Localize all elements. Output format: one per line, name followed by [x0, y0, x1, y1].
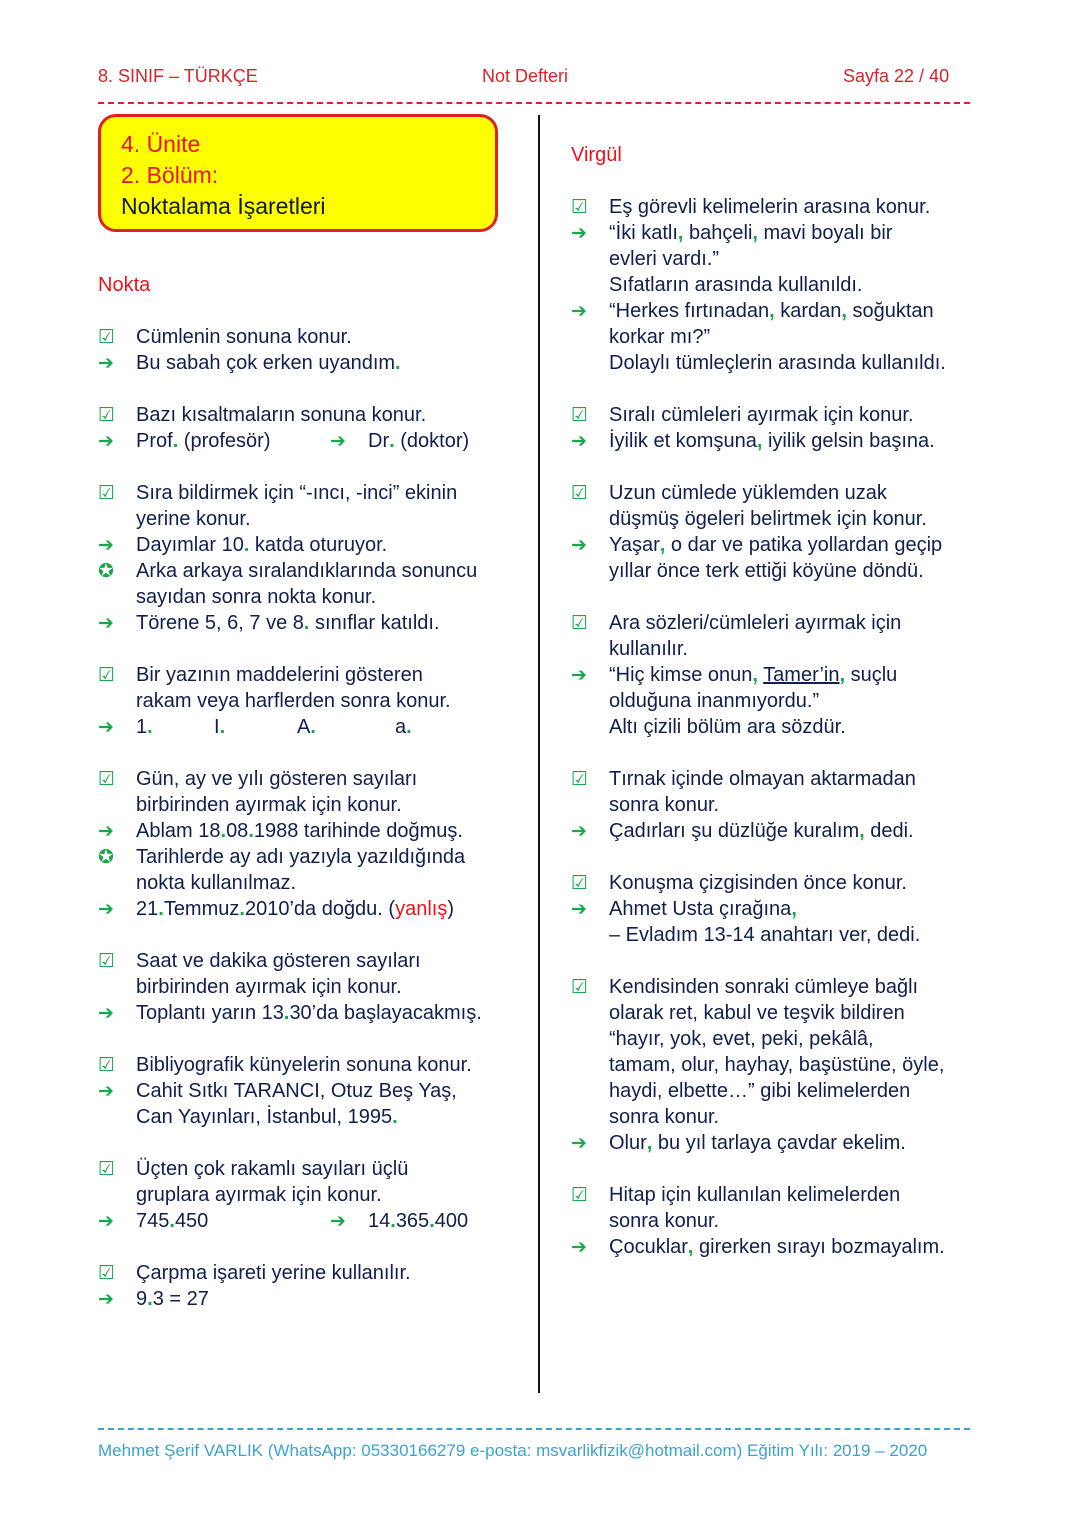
section-label: 2. Bölüm:	[121, 162, 219, 188]
header-page-number: Sayfa 22 / 40	[843, 66, 950, 86]
unit-title-box	[98, 114, 498, 232]
text-segment: – Evladım 13-14 anahtarı ver, dedi.	[609, 924, 921, 946]
text-segment: 9	[136, 1288, 148, 1310]
list-marker-example	[395, 714, 455, 740]
text-segment: 450	[174, 1210, 209, 1232]
example-line	[98, 818, 528, 844]
checkbox-icon: ☑	[98, 664, 116, 686]
arrow-right-icon: ➔	[571, 820, 587, 842]
arrow-right-icon: ➔	[571, 898, 587, 920]
continuation-line	[98, 1182, 528, 1208]
continuation-line	[571, 792, 1001, 818]
text-segment: birbirinden ayırmak için konur.	[136, 976, 402, 998]
text-segment: Cümlenin sonuna konur.	[136, 326, 352, 348]
text-segment: 745	[136, 1210, 170, 1232]
text-segment: Çocuklar	[609, 1236, 688, 1258]
continuation-line	[98, 584, 528, 610]
unit-label: 4. Ünite	[121, 131, 201, 157]
text-segment: Ahmet Usta çırağına	[609, 898, 792, 920]
arrow-right-icon: ➔	[98, 1288, 114, 1310]
rule-line	[98, 1156, 528, 1182]
continuation-line	[571, 324, 1001, 350]
note-line	[98, 558, 528, 584]
continuation-line	[571, 1078, 1001, 1104]
text-segment: Üçten çok rakamlı sayıları üçlü	[136, 1158, 409, 1180]
column-divider	[538, 115, 540, 1393]
rule-line	[571, 974, 1001, 1000]
text-segment: Dayımlar 10	[136, 534, 244, 556]
spacer	[98, 1234, 528, 1260]
text-segment: 21	[136, 898, 159, 920]
checkbox-icon: ☑	[98, 1054, 116, 1076]
punctuation-mark: ,	[756, 430, 763, 452]
continuation-line	[571, 714, 1001, 740]
continuation-line	[98, 1104, 528, 1130]
checkbox-icon: ☑	[571, 1184, 589, 1206]
text-segment: 1	[136, 716, 148, 738]
text-segment: sonra konur.	[609, 1106, 720, 1128]
text-segment: Bazı kısaltmaların sonuna konur.	[136, 404, 427, 426]
arrow-right-icon: ➔	[98, 1002, 114, 1024]
spacer	[98, 922, 528, 948]
text-segment: bu yıl tarlaya çavdar ekelim.	[652, 1132, 906, 1154]
punctuation-mark: .	[310, 716, 316, 738]
header-title: Not Defteri	[482, 66, 569, 86]
arrow-right-icon: ➔	[330, 430, 346, 452]
example-line	[571, 1234, 1001, 1260]
spacer	[571, 584, 1001, 610]
text-segment: 3 = 27	[152, 1288, 209, 1310]
star-icon: ✪	[98, 560, 114, 582]
text-segment: Prof	[136, 430, 173, 452]
text-segment: Arka arkaya sıralandıklarında sonuncu	[136, 560, 478, 582]
text-segment: 400	[434, 1210, 469, 1232]
text-segment: Tırnak içinde olmayan aktarmadan	[609, 768, 916, 790]
list-marker-example	[214, 714, 297, 740]
example-line	[98, 350, 528, 376]
text-segment: korkar mı?”	[609, 326, 711, 348]
text-segment: İyilik et komşuna	[609, 430, 757, 452]
arrow-right-icon: ➔	[571, 534, 587, 556]
text-segment: 2010’da doğdu. (	[244, 898, 396, 920]
text-segment: (profesör)	[178, 430, 271, 452]
text-segment: nokta kullanılmaz.	[136, 872, 297, 894]
note-line	[98, 844, 528, 870]
spacer	[571, 948, 1001, 974]
punctuation-mark: .	[239, 898, 245, 920]
punctuation-mark: .	[395, 352, 401, 374]
arrow-right-icon: ➔	[571, 1132, 587, 1154]
example-line	[571, 818, 1001, 844]
text-segment: (doktor)	[394, 430, 470, 452]
punctuation-mark: ,	[791, 898, 797, 920]
continuation-line	[98, 792, 528, 818]
spacer	[98, 454, 528, 480]
checkbox-icon: ☑	[98, 768, 116, 790]
punctuation-mark: ,	[677, 222, 684, 244]
checkbox-icon: ☑	[571, 976, 589, 998]
text-segment: Temmuz	[163, 898, 240, 920]
spacer	[98, 1130, 528, 1156]
text-segment: gruplara ayırmak için konur.	[136, 1184, 382, 1206]
text-segment: Konuşma çizgisinden önce konur.	[609, 872, 907, 894]
text-segment: katda oturuyor.	[249, 534, 388, 556]
arrow-right-icon: ➔	[571, 1236, 587, 1258]
text-segment: kardan	[774, 300, 842, 322]
example-line	[98, 428, 528, 454]
text-segment: 14	[368, 1210, 391, 1232]
text-segment: Tarihlerde ay adı yazıyla yazıldığında	[136, 846, 466, 868]
example-line	[98, 1286, 528, 1312]
text-segment: sayıdan sonra nokta konur.	[136, 586, 377, 608]
text-segment: Cahit Sıtkı TARANCI, Otuz Beş Yaş,	[136, 1080, 457, 1102]
punctuation-mark: .	[147, 1288, 153, 1310]
text-segment: Hitap için kullanılan kelimelerden	[609, 1184, 901, 1206]
text-segment: Sıra bildirmek için “-ıncı, -inci” ekinin	[136, 482, 458, 504]
text-segment: Çarpma işareti yerine kullanılır.	[136, 1262, 411, 1284]
text-segment: Ara sözleri/cümleleri ayırmak için	[609, 612, 902, 634]
continuation-line	[98, 506, 528, 532]
text-segment: Dr	[368, 430, 390, 452]
example-line	[571, 662, 1001, 688]
list-marker-example	[136, 714, 214, 740]
continuation-line	[571, 1104, 1001, 1130]
continuation-line	[571, 1026, 1001, 1052]
text-segment: dedi.	[864, 820, 914, 842]
punctuation-mark: ,	[687, 1236, 694, 1258]
footer-divider	[98, 1428, 970, 1430]
rule-line	[98, 948, 528, 974]
spacer	[571, 454, 1001, 480]
text-segment: Gün, ay ve yılı gösteren sayıları	[136, 768, 418, 790]
rule-line	[571, 402, 1001, 428]
continuation-line	[98, 688, 528, 714]
example-line	[98, 1078, 528, 1104]
punctuation-mark: .	[283, 1002, 290, 1024]
text-segment: Toplantı yarın 13	[136, 1002, 284, 1024]
text-segment: tamam, olur, hayhay, başüstüne, öyle,	[609, 1054, 945, 1076]
continuation-line	[98, 974, 528, 1000]
rule-line	[98, 1260, 528, 1286]
punctuation-mark: .	[389, 430, 395, 452]
arrow-right-icon: ➔	[98, 352, 114, 374]
text-segment: haydi, elbette…” gibi kelimelerden	[609, 1080, 911, 1102]
text-segment: Bir yazının maddelerini gösteren	[136, 664, 423, 686]
text-segment: Sıralı cümleleri ayırmak için konur.	[609, 404, 914, 426]
text-segment: Ablam 18	[136, 820, 221, 842]
second-example	[330, 428, 469, 454]
rule-line	[571, 870, 1001, 896]
text-segment: Yaşar	[609, 534, 660, 556]
checkbox-icon: ☑	[571, 612, 589, 634]
second-example	[330, 1208, 468, 1234]
punctuation-mark: ,	[646, 1132, 653, 1154]
text-segment: sınıflar katıldı.	[309, 612, 440, 634]
arrow-right-icon: ➔	[571, 430, 587, 452]
arrow-right-icon: ➔	[98, 534, 114, 556]
continuation-line	[571, 1052, 1001, 1078]
arrow-right-icon: ➔	[571, 300, 587, 322]
spacer	[571, 376, 1001, 402]
rule-line	[571, 194, 1001, 220]
text-segment: bahçeli	[683, 222, 753, 244]
arrow-right-icon: ➔	[98, 612, 114, 634]
rule-line	[571, 610, 1001, 636]
punctuation-mark: .	[220, 820, 227, 842]
arrow-right-icon: ➔	[98, 716, 114, 738]
text-segment: kullanılır.	[609, 638, 688, 660]
text-segment: yıllar önce terk ettiği köyüne döndü.	[609, 560, 924, 582]
example-line	[98, 1208, 528, 1234]
header-course: 8. SINIF – TÜRKÇE	[98, 66, 258, 86]
example-line	[98, 896, 528, 922]
punctuation-mark: ,	[841, 300, 847, 322]
text-segment: evleri vardı.”	[609, 248, 720, 270]
text-segment: Uzun cümlede yüklemden uzak	[609, 482, 887, 504]
punctuation-mark: ,	[659, 534, 666, 556]
example-line	[571, 428, 1001, 454]
text-segment: “Herkes fırtınadan	[609, 300, 770, 322]
punctuation-mark: .	[172, 430, 179, 452]
text-segment: sonra konur.	[609, 794, 720, 816]
punctuation-mark: .	[158, 898, 164, 920]
text-segment: A	[297, 716, 311, 738]
rule-line	[98, 662, 528, 688]
rule-line	[98, 766, 528, 792]
spacer	[571, 844, 1001, 870]
checkbox-icon: ☑	[571, 872, 589, 894]
rule-line	[98, 1052, 528, 1078]
punctuation-mark: .	[219, 716, 226, 738]
virgul-rules-column	[571, 194, 1001, 1260]
text-segment: olduğuna inanmıyordu.”	[609, 690, 820, 712]
text-segment: birbirinden ayırmak için konur.	[136, 794, 402, 816]
continuation-line	[571, 688, 1001, 714]
rule-line	[571, 766, 1001, 792]
spacer	[98, 636, 528, 662]
example-line	[571, 220, 1001, 246]
punctuation-mark: .	[429, 1210, 435, 1232]
arrow-right-icon: ➔	[98, 1080, 114, 1102]
spacer	[98, 1026, 528, 1052]
punctuation-mark: .	[406, 716, 412, 738]
checkbox-icon: ☑	[98, 1158, 116, 1180]
text-segment: suçlu	[845, 664, 898, 686]
arrow-right-icon: ➔	[98, 898, 114, 920]
text-segment: Eş görevli kelimelerin arasına konur.	[609, 196, 931, 218]
continuation-line	[571, 350, 1001, 376]
list-marker-example	[297, 714, 395, 740]
section-heading-nokta: Nokta	[98, 274, 151, 296]
text-segment: Altı çizili bölüm ara sözdür.	[609, 716, 846, 738]
text-segment: Dolaylı tümleçlerin arasında kullanıldı.	[609, 352, 946, 374]
arrow-right-icon: ➔	[98, 820, 114, 842]
checkbox-icon: ☑	[98, 482, 116, 504]
footer-author-info: Mehmet Şerif VARLIK (WhatsApp: 05330166279 e-posta: msvarlikfizik@hotmail.com) Eğitim Yılı: 2019 – 2020	[98, 1441, 928, 1460]
text-segment: I	[214, 716, 220, 738]
text-segment: girerken sırayı bozmayalım.	[693, 1236, 945, 1258]
incorrect-label: yanlış	[395, 898, 448, 920]
example-line	[98, 714, 528, 740]
text-segment: yerine konur.	[136, 508, 251, 530]
example-line	[571, 1130, 1001, 1156]
text-segment: iyilik gelsin başına.	[762, 430, 935, 452]
text-segment: 30’da başlayacakmış.	[289, 1002, 482, 1024]
rule-line	[98, 324, 528, 350]
checkbox-icon: ☑	[98, 404, 116, 426]
text-segment: Bu sabah çok erken uyandım	[136, 352, 396, 374]
section-heading-virgul: Virgül	[571, 144, 622, 166]
checkbox-icon: ☑	[98, 1262, 116, 1284]
text-segment: a	[395, 716, 407, 738]
continuation-line	[571, 246, 1001, 272]
rule-line	[571, 480, 1001, 506]
checkbox-icon: ☑	[571, 482, 589, 504]
continuation-line	[571, 506, 1001, 532]
punctuation-mark: .	[147, 716, 153, 738]
arrow-right-icon: ➔	[98, 430, 114, 452]
rule-line	[98, 480, 528, 506]
example-line	[571, 532, 1001, 558]
text-segment: )	[447, 898, 455, 920]
underlined-phrase: Tamer’in	[763, 664, 840, 686]
checkbox-icon: ☑	[571, 196, 589, 218]
continuation-line	[571, 636, 1001, 662]
punctuation-mark: .	[248, 820, 254, 842]
punctuation-mark: ,	[839, 664, 846, 686]
punctuation-mark: ,	[752, 222, 758, 244]
nokta-rules-column	[98, 324, 528, 1312]
rule-line	[571, 1182, 1001, 1208]
punctuation-mark: ,	[752, 664, 758, 686]
punctuation-mark: .	[303, 612, 310, 634]
example-line	[571, 896, 1001, 922]
checkbox-icon: ☑	[571, 768, 589, 790]
spacer	[98, 376, 528, 402]
spacer	[98, 740, 528, 766]
text-segment: “Hiç kimse onun	[609, 664, 753, 686]
text-segment: Sıfatların arasında kullanıldı.	[609, 274, 863, 296]
text-segment: Can Yayınları, İstanbul, 1995	[136, 1106, 393, 1128]
rule-line	[98, 402, 528, 428]
continuation-line	[571, 272, 1001, 298]
arrow-right-icon: ➔	[571, 664, 587, 686]
example-line	[98, 532, 528, 558]
text-segment: düşmüş ögeleri belirtmek için konur.	[609, 508, 927, 530]
example-line	[98, 1000, 528, 1026]
text-segment: mavi boyalı bir	[757, 222, 893, 244]
arrow-right-icon: ➔	[571, 222, 587, 244]
continuation-line	[571, 1208, 1001, 1234]
punctuation-mark: ,	[859, 820, 865, 842]
text-segment: soğuktan	[846, 300, 934, 322]
continuation-line	[571, 1000, 1001, 1026]
topic-title: Noktalama İşaretleri	[121, 193, 326, 219]
punctuation-mark: .	[392, 1106, 398, 1128]
continuation-line	[98, 870, 528, 896]
text-segment: 08	[226, 820, 249, 842]
text-segment: rakam veya harflerden sonra konur.	[136, 690, 451, 712]
continuation-line	[571, 558, 1001, 584]
text-segment: Bibliyografik künyelerin sonuna konur.	[136, 1054, 472, 1076]
checkbox-icon: ☑	[98, 326, 116, 348]
text-segment: Törene 5, 6, 7 ve 8	[136, 612, 304, 634]
text-segment: “hayır, yok, evet, peki, pekâlâ,	[609, 1028, 874, 1050]
checkbox-icon: ☑	[98, 950, 116, 972]
text-segment: o dar ve patika yollardan geçip	[665, 534, 943, 556]
punctuation-mark: ,	[769, 300, 775, 322]
spacer	[571, 1156, 1001, 1182]
example-line	[98, 610, 528, 636]
text-segment: Olur	[609, 1132, 647, 1154]
text-segment: sonra konur.	[609, 1210, 720, 1232]
arrow-right-icon: ➔	[98, 1210, 114, 1232]
header-divider	[98, 102, 970, 104]
punctuation-mark: .	[390, 1210, 396, 1232]
punctuation-mark: .	[243, 534, 250, 556]
text-segment: olarak ret, kabul ve teşvik bildiren	[609, 1002, 905, 1024]
arrow-right-icon: ➔	[330, 1210, 346, 1232]
text-segment: “İki katlı	[609, 222, 678, 244]
text-segment: Çadırları şu düzlüğe kuralım	[609, 820, 860, 842]
checkbox-icon: ☑	[571, 404, 589, 426]
punctuation-mark: .	[169, 1210, 175, 1232]
text-segment: Kendisinden sonraki cümleye bağlı	[609, 976, 919, 998]
continuation-line	[571, 922, 1001, 948]
text-segment: Saat ve dakika gösteren sayıları	[136, 950, 421, 972]
example-line	[571, 298, 1001, 324]
text-segment: 365	[395, 1210, 430, 1232]
text-segment: 1988 tarihinde doğmuş.	[253, 820, 463, 842]
star-icon: ✪	[98, 846, 114, 868]
spacer	[571, 740, 1001, 766]
